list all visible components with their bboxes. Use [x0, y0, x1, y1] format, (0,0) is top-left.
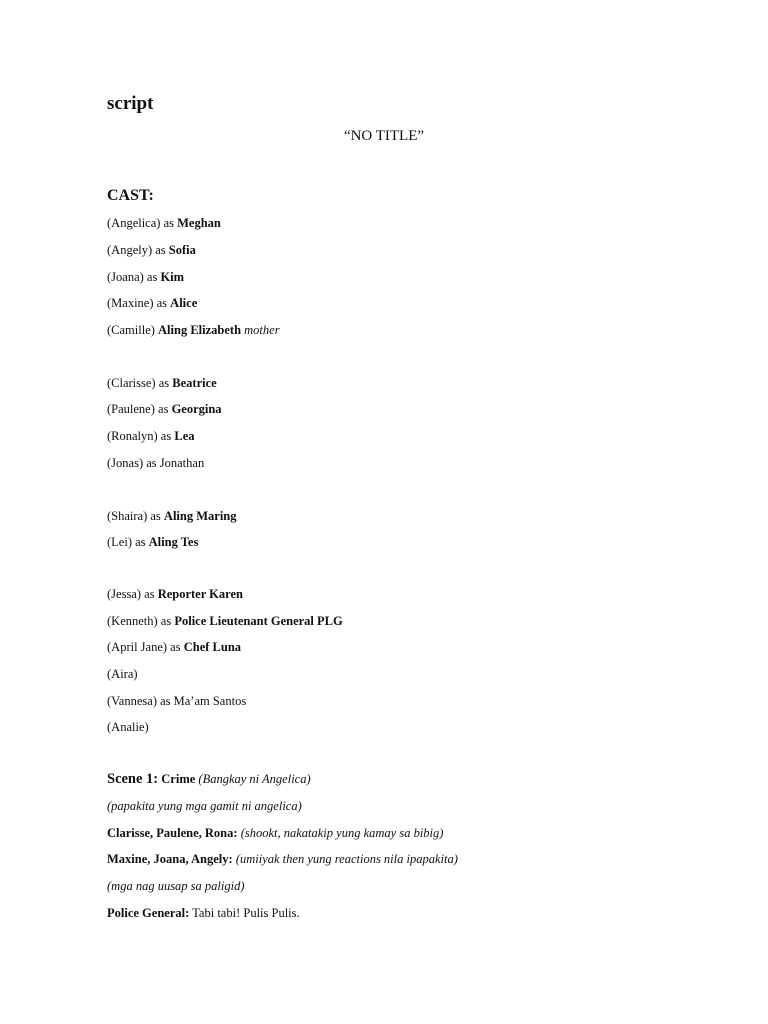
cast-actor: (Joana) as — [107, 270, 158, 284]
cast-role: Beatrice — [172, 376, 217, 390]
cast-role: Police Lieutenant General PLG — [174, 614, 343, 628]
cast-entry — [107, 666, 138, 682]
script-line — [107, 825, 443, 841]
cast-entry — [107, 428, 195, 444]
cast-entry — [107, 719, 149, 735]
cast-role: Aling Maring — [163, 509, 237, 523]
line-direction: (umiiyak then yung reactions nila ipapakita) — [235, 852, 458, 866]
speaker-name: Police General: — [107, 906, 190, 920]
cast-actor: (Aira) — [107, 667, 138, 681]
cast-actor: (Paulene) as — [107, 402, 169, 416]
cast-entry — [107, 455, 204, 471]
cast-entry — [107, 693, 246, 709]
cast-actor: (Angely) as — [107, 243, 166, 257]
cast-actor: (Camille) — [107, 323, 155, 337]
scene-number: Scene 1: — [107, 771, 159, 787]
cast-actor: (Angelica) as — [107, 216, 174, 230]
document-title — [0, 126, 768, 146]
cast-role: Lea — [174, 429, 195, 443]
script-line — [107, 905, 300, 921]
cast-heading: CAST: — [107, 187, 154, 204]
cast-role: Kim — [160, 270, 185, 284]
cast-actor: (Kenneth) as — [107, 614, 172, 628]
cast-entry — [107, 401, 222, 417]
stage-direction: (mga nag uusap sa paligid) — [107, 879, 245, 893]
cast-entry — [107, 295, 197, 311]
cast-role: Aling Elizabeth — [158, 323, 242, 337]
cast-actor: (Clarisse) as — [107, 376, 170, 390]
cast-entry — [107, 269, 184, 285]
scene-name: Crime — [161, 772, 196, 786]
cast-entry — [107, 322, 280, 338]
dialogue-text: Tabi tabi! Pulis Pulis. — [192, 906, 300, 920]
scene-heading — [107, 771, 311, 787]
cast-entry — [107, 613, 343, 629]
cast-entry — [107, 534, 198, 550]
cast-note: mother — [244, 323, 280, 337]
cast-entry — [107, 242, 196, 258]
scene-setting: (Bangkay ni Angelica) — [198, 772, 311, 786]
cast-entry — [107, 508, 237, 524]
script-line — [107, 851, 458, 867]
cast-actor: (Analie) — [107, 720, 149, 734]
cast-role: Chef Luna — [183, 640, 242, 654]
cast-entry — [107, 375, 217, 391]
cast-actor: (Jonas) as Jonathan — [107, 456, 205, 470]
cast-actor: (Maxine) as — [107, 296, 168, 310]
cast-role: Alice — [170, 296, 198, 310]
speaker-name: Maxine, Joana, Angely: — [107, 852, 233, 866]
cast-actor: (April Jane) as — [107, 640, 181, 654]
cast-entry — [107, 215, 221, 231]
cast-role: Meghan — [177, 216, 221, 230]
speaker-name: Clarisse, Paulene, Rona: — [107, 826, 238, 840]
cast-actor: (Vannesa) as Ma’am Santos — [107, 694, 247, 708]
cast-role: Aling Tes — [148, 535, 199, 549]
cast-actor: (Ronalyn) as — [107, 429, 172, 443]
document-heading: script — [107, 93, 154, 114]
cast-role: Sofia — [168, 243, 196, 257]
cast-actor: (Shaira) as — [107, 509, 161, 523]
cast-entry — [107, 639, 241, 655]
stage-direction: (papakita yung mga gamit ni angelica) — [107, 799, 302, 813]
document-title-text: “NO TITLE” — [343, 128, 425, 144]
cast-entry — [107, 586, 243, 602]
cast-role: Reporter Karen — [157, 587, 243, 601]
cast-actor: (Lei) as — [107, 535, 146, 549]
cast-role: Georgina — [171, 402, 222, 416]
cast-actor: (Jessa) as — [107, 587, 155, 601]
line-direction: (shookt, nakatakip yung kamay sa bibig) — [240, 826, 444, 840]
